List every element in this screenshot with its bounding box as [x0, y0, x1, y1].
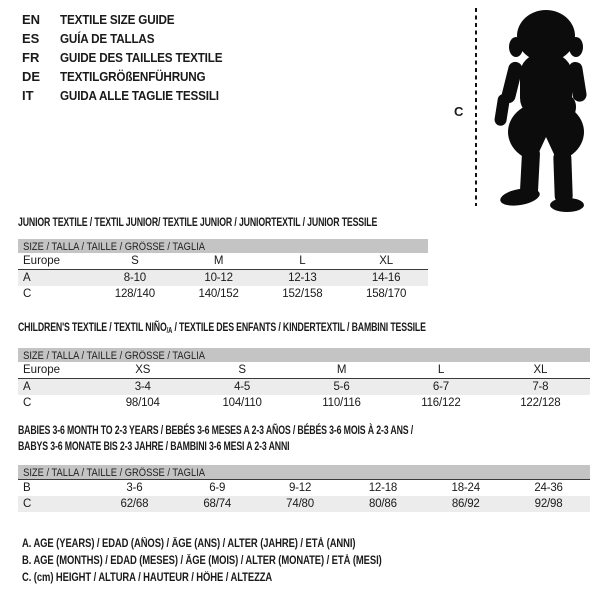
table-cell: 128/140 — [114, 288, 155, 300]
column-header: XL — [533, 364, 548, 376]
language-row-en — [22, 10, 240, 29]
language-code: FR — [22, 50, 40, 65]
language-label: TEXTILE SIZE GUIDE — [60, 12, 175, 27]
table-cell: 80/86 — [369, 498, 397, 510]
baby-height-figure — [452, 4, 600, 212]
column-header: Europe — [23, 255, 61, 267]
children-title-subscript: /A — [166, 326, 173, 335]
table-cell: 98/104 — [125, 397, 160, 409]
table-cell: 116/122 — [421, 397, 461, 409]
table-cell: 6-7 — [432, 381, 449, 393]
language-row-fr — [22, 48, 240, 67]
column-header: XL — [379, 255, 393, 267]
junior-columns-row — [18, 253, 428, 270]
height-measure-dashed-line — [475, 8, 477, 206]
babies-row-b — [18, 480, 590, 496]
language-label: GUIDE DES TAILLES TEXTILE — [60, 50, 223, 65]
toddler-silhouette-icon — [478, 4, 596, 212]
children-size-header-bar — [18, 348, 590, 362]
legend-line-a: A. AGE (YEARS) / EDAD (AÑOS) / ÂGE (ANS) / ALTER (JAHRE) / ETÀ (ANNI) — [22, 538, 356, 550]
table-cell: 110/116 — [322, 397, 361, 409]
table-cell: 12-18 — [368, 482, 398, 494]
table-cell: 9-12 — [288, 482, 312, 494]
row-label: B — [23, 482, 31, 494]
table-cell: 104/110 — [222, 397, 262, 409]
column-header: L — [437, 364, 445, 376]
language-code: ES — [22, 31, 40, 46]
babies-table-title — [18, 422, 413, 454]
language-row-it — [22, 86, 240, 105]
language-row-es — [22, 29, 240, 48]
table-cell: 140/152 — [198, 288, 239, 300]
column-header: L — [299, 255, 306, 267]
table-cell: 4-5 — [234, 381, 251, 393]
language-row-de — [22, 67, 240, 86]
children-row-c — [18, 395, 590, 411]
children-row-a — [18, 379, 590, 395]
language-label: GUÍA DE TALLAS — [60, 31, 155, 46]
table-cell: 5-6 — [333, 381, 350, 393]
table-cell: 3-4 — [134, 381, 151, 393]
language-label: GUIDA ALLE TAGLIE TESSILI — [60, 88, 219, 103]
table-cell: 7-8 — [532, 381, 549, 393]
size-header-text: SIZE / TALLA / TAILLE / GRÖSSE / TAGLIA — [23, 241, 205, 253]
row-label: C — [23, 288, 32, 300]
table-cell: 86/92 — [451, 498, 480, 510]
table-cell: 158/170 — [366, 288, 407, 300]
height-c-label: C — [454, 104, 464, 119]
table-cell: 14-16 — [371, 272, 401, 284]
language-code: EN — [22, 12, 41, 27]
language-code: DE — [22, 69, 41, 84]
column-header: M — [336, 364, 347, 376]
table-cell: 8-10 — [123, 272, 146, 284]
babies-title-line1: BABIES 3-6 MONTH TO 2-3 YEARS / BEBÉS 3-6 MESES A 2-3 AÑOS / BÉBÉS 3-6 MOIS À 2-3 ANS / — [18, 423, 414, 437]
size-header-text: SIZE / TALLA / TAILLE / GRÖSSE / TAGLIA — [23, 350, 205, 362]
junior-table-title: JUNIOR TEXTILE / TEXTIL JUNIOR/ TEXTILE JUNIOR / JUNIORTEXTIL / JUNIOR TESSILE — [18, 215, 378, 229]
table-cell: 62/68 — [120, 498, 149, 510]
babies-table — [18, 465, 590, 512]
language-header — [22, 10, 240, 105]
junior-row-a — [18, 270, 428, 286]
row-label: C — [23, 397, 32, 409]
children-title-post: / TEXTILE DES ENFANTS / KINDERTEXTIL / BAMBINI TESSILE — [172, 320, 426, 334]
children-table-title — [18, 319, 426, 339]
row-label: C — [23, 498, 32, 510]
legend-line-b: B. AGE (MONTHS) / EDAD (MESES) / ÂGE (MOIS) / ALTER (MONATE) / ETÀ (MESI) — [22, 555, 382, 567]
language-code: IT — [22, 88, 34, 103]
table-cell: 68/74 — [203, 498, 232, 510]
column-header: Europe — [23, 364, 61, 376]
table-cell: 6-9 — [209, 482, 226, 494]
size-header-text: SIZE / TALLA / TAILLE / GRÖSSE / TAGLIA — [23, 467, 205, 479]
column-header: S — [238, 364, 246, 376]
children-table — [18, 348, 590, 411]
table-cell: 24-36 — [534, 482, 563, 494]
babies-size-header-bar — [18, 465, 590, 480]
babies-title-line2: BABYS 3-6 MONATE BIS 2-3 JAHRE / BAMBINI 3-6 MESI A 2-3 ANNI — [18, 439, 290, 453]
row-label: A — [23, 272, 31, 284]
table-cell: 18-24 — [451, 482, 480, 494]
table-cell: 10-12 — [204, 272, 233, 284]
babies-row-c — [18, 496, 590, 512]
legend-line-c: C. (cm) HEIGHT / ALTURA / HAUTEUR / HÖHE / ALTEZZA — [22, 572, 273, 584]
measurement-legend — [22, 536, 461, 587]
column-header: M — [213, 255, 224, 267]
children-title-pre: CHILDREN'S TEXTILE / TEXTIL NIÑO — [18, 320, 167, 334]
junior-table — [18, 239, 428, 302]
language-label: TEXTILGRÖßENFÜHRUNG — [60, 69, 206, 84]
column-header: XS — [135, 364, 151, 376]
column-header: S — [131, 255, 139, 267]
row-label: A — [23, 381, 31, 393]
table-cell: 122/128 — [520, 397, 561, 409]
table-cell: 74/80 — [286, 498, 314, 510]
table-cell: 3-6 — [126, 482, 143, 494]
children-columns-row — [18, 362, 590, 379]
junior-row-c — [18, 286, 428, 302]
table-cell: 12-13 — [288, 272, 317, 284]
junior-size-header-bar — [18, 239, 428, 253]
table-cell: 152/158 — [282, 288, 323, 300]
table-cell: 92/98 — [534, 498, 563, 510]
